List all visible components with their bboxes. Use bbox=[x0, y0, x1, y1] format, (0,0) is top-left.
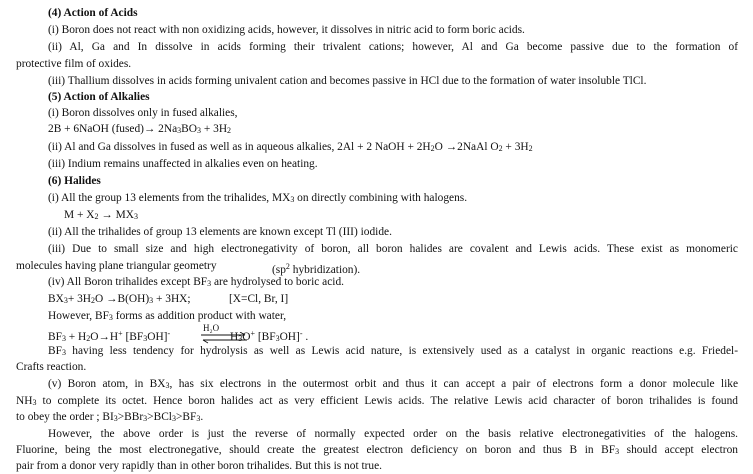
s5-point-i: (i) Boron dissolves only in fused alkalies, bbox=[48, 107, 238, 119]
s4-point-i: (i) Boron does not react with non oxidizing acids, however, it dissolves in nitric acid to form boric acids. bbox=[48, 24, 525, 36]
s6-point-iv: (iv) All Boron trihalides except BF3 are hydrolysed to boric acid. bbox=[48, 276, 344, 288]
s6-point-i: (i) All the group 13 elements from the trihalides, MX3 on directly combining with halogens. bbox=[48, 192, 468, 204]
section-5-heading: (5) Action of Alkalies bbox=[48, 91, 150, 103]
s5-point-iii: (iii) Indium remains unaffected in alkalies even on heating. bbox=[48, 158, 318, 170]
s6-point-v-line2: NH3 to complete its octet. Hence boron halides act as very efficient Lewis acids. The relative Lewis acid character of boron trihalides is found bbox=[16, 395, 738, 407]
s4-point-ii-line2: protective film of oxides. bbox=[16, 58, 132, 70]
s6-point-v-line3: to obey the order ; BI3>BBr3>BCl3>BF3. bbox=[16, 411, 204, 423]
s5-equation-boron-naoh: 2B + 6NaOH (fused)→ 2Na3BO3 + 3H2 bbox=[48, 123, 232, 135]
s6-point-iii-line2: molecules having plane triangular geometry bbox=[16, 260, 217, 272]
s6-paragraph-line1: However, the above order is just the reverse of normally expected order on the basis relative electronegativities of the halogens. bbox=[48, 428, 738, 440]
s6-point-v-line1: (v) Boron atom, in BX3, has six electrons in the outermost orbit and thus it can accept a pair of electrons form a donor molecule like bbox=[48, 378, 738, 390]
s4-point-iii: (iii) Thallium dissolves in acids forming univalent cation and becomes passive in HCl due to the formation of water insoluble TlCl. bbox=[48, 75, 647, 87]
s6-point-iii-line1: (iii) Due to small size and high electronegativity of boron, all boron halides are covalent and Lewis acids. These exist as monomeric bbox=[48, 243, 738, 255]
s6-equation-hydrolysis: BX3+ 3H2O →B(OH)3 + 3HX; bbox=[48, 293, 191, 305]
s6-equation-bf3-water-right: H3O+ [BF3OH]- . bbox=[230, 329, 309, 343]
s6-equation-mx3: M + X2 → MX3 bbox=[64, 209, 138, 221]
s6-bf3-catalyst-line2: Crafts reaction. bbox=[16, 361, 87, 373]
section-6-heading: (6) Halides bbox=[48, 175, 101, 187]
equilibrium-arrow-label: H₂O bbox=[203, 323, 220, 333]
s6-hybridization-note: ($sp^2$ hybridization). bbox=[272, 262, 361, 276]
s4-point-ii-line1: (ii) Al, Ga and In dissolve in acids forming their trivalent cations; however, Al and Ga become passive due to the formation of bbox=[48, 41, 738, 53]
s6-however-bf3: However, BF3 forms as addition product with water, bbox=[48, 310, 287, 322]
s5-point-ii: (ii) Al and Ga dissolves in fused as well as in aqueous alkalies, 2Al + 2 NaOH + 2H2O →2NaAl O2 + 3H2 bbox=[48, 141, 533, 153]
s6-paragraph-line2: Fluorine, being the most electronegative, should create the greatest electron deficiency on boron and thus B in BF3 should accept electron bbox=[16, 444, 738, 456]
section-4-heading: (4) Action of Acids bbox=[48, 7, 138, 19]
s6-point-ii: (ii) All the trihalides of group 13 elements are known except Tl (III) iodide. bbox=[48, 226, 392, 238]
s6-bf3-catalyst-line1: BF3 having less tendency for hydrolysis as well as Lewis acid nature, is extensively used as a catalyst in organic reactions e.g. Friedel- bbox=[48, 345, 738, 357]
s6-halogen-note: [X=Cl, Br, I] bbox=[229, 293, 289, 305]
s6-paragraph-line3: pair from a donor very rapidly than in other boron trihalides. But this is not true. bbox=[16, 460, 383, 472]
s6-equation-bf3-water-left: BF3 + H2O→H+ [BF3OH]- bbox=[48, 329, 171, 343]
